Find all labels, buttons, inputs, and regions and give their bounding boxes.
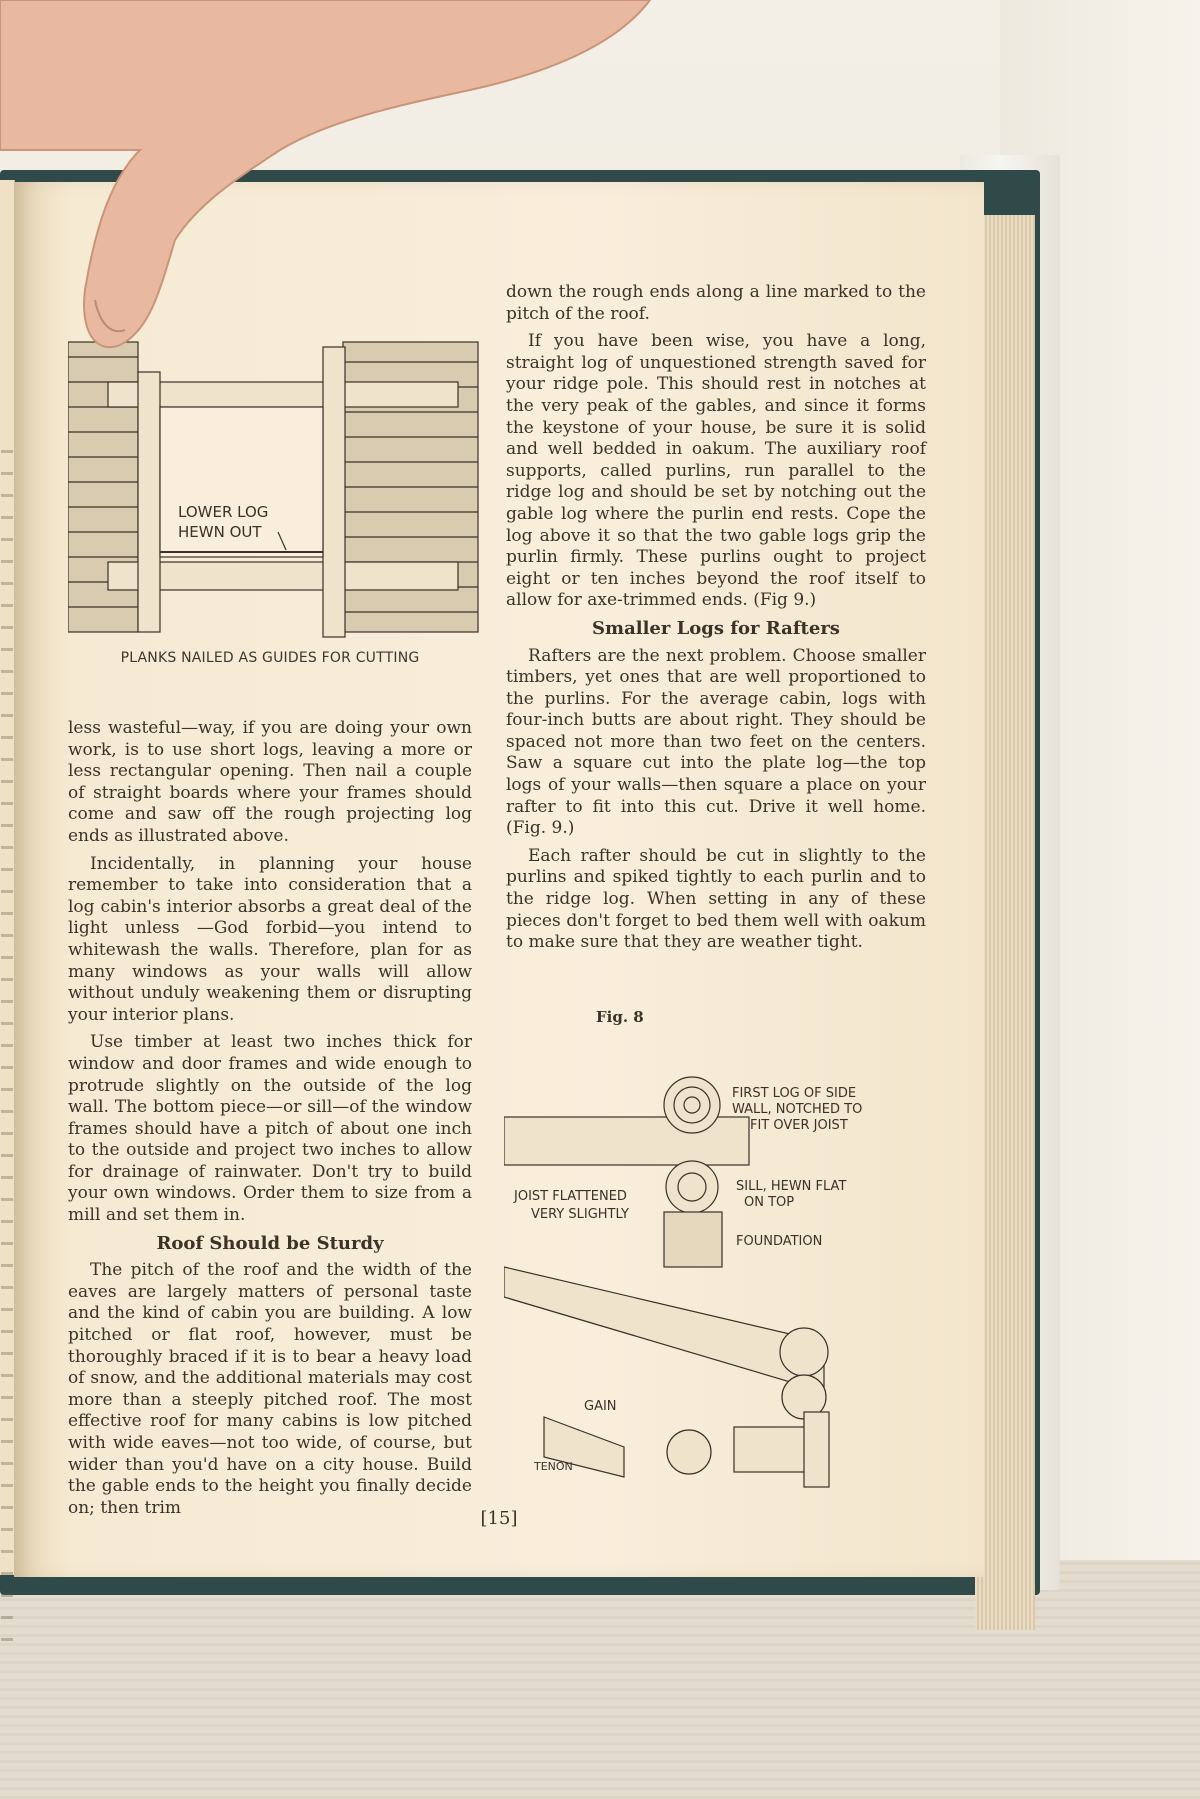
page-edges	[975, 215, 1035, 1630]
book-page	[14, 182, 984, 1577]
paragraph: The pitch of the roof and the width of the eaves are largely matters of personal taste and the kind of cabin you are building. A low pitched or flat roof, however, must be thoroughly braced if it is to bear a heavy load of snow, and the additional materials may cost more than a steeply pitched roof. The most effective roof for many cabins is low pitched with wide eaves—not too wide, of course, but wider than you'd have on a city house. Build the gable ends to the height you finally decide on; then trim	[68, 1260, 472, 1518]
foundation-block	[664, 1212, 722, 1267]
log-end-1	[780, 1328, 828, 1376]
label-foundation: FOUNDATION	[736, 1234, 823, 1249]
sill-log-end	[666, 1161, 718, 1213]
joint-block	[734, 1427, 814, 1472]
first-log-end	[664, 1077, 720, 1133]
label-gain: GAIN	[584, 1399, 617, 1414]
paragraph: Each rafter should be cut in slightly to the purlins and spiked tightly to each purlin and to the ridge log. When setting in any of these pieces don't forget to bed them well with oakum to make sure that they are weather tight.	[506, 845, 926, 953]
right-frame-post	[323, 347, 345, 637]
left-page-text-fragments	[1, 450, 13, 1650]
label-joist-1: JOIST FLATTENED	[514, 1189, 627, 1204]
label-first-log-1: FIRST LOG OF SIDE	[732, 1086, 857, 1101]
left-page-edge	[0, 180, 15, 1575]
label-sill-2: ON TOP	[744, 1195, 795, 1210]
label-joist-2: VERY SLIGHTLY	[531, 1207, 629, 1222]
figure-8-label: Fig. 8	[596, 1008, 644, 1026]
gain-log-end	[667, 1430, 711, 1474]
paragraph: If you have been wise, you have a long, straight log of unquestioned strength saved for your ridge pole. This should rest in notches at the very peak of the gables, and since it forms the keystone of your house, be sure it is solid and well bedded in oakum. The auxiliary roof supports, called purlins, run parallel to the ridge log and should be set by notching out the gable log where the purlin end rests. Cope the log above it so that the two gable logs grip the purlin firmly. These purlins ought to project eight or ten inches beyond the roof itself to allow for axe-trimmed ends. (Fig 9.)	[506, 331, 926, 611]
paragraph: Use timber at least two inches thick for window and door frames and wide enough to protrude slightly on the outside of the log wall. The bottom piece—or sill—of the window frames should have a pitch of about one inch to the outside and project two inches to allow for drainage of rainwater. Don't try to build your own windows. Order them to size from a mill and set them in.	[68, 1032, 472, 1226]
label-hewn-out: HEWN OUT	[178, 523, 262, 541]
label-first-log-3: FIT OVER JOIST	[750, 1118, 848, 1133]
figure-caption: PLANKS NAILED AS GUIDES FOR CUTTING	[120, 650, 420, 666]
label-tenon: TENON	[534, 1460, 573, 1473]
log-joist-illustration	[504, 997, 924, 1502]
label-lower-log: LOWER LOG	[178, 503, 269, 521]
paragraph: down the rough ends along a line marked to the pitch of the roof.	[506, 282, 926, 324]
left-column	[68, 718, 472, 1525]
label-first-log-2: WALL, NOTCHED TO	[732, 1102, 863, 1117]
left-frame-post	[138, 372, 160, 632]
paragraph: Rafters are the next problem. Choose smaller timbers, yet ones that are well proportioned to the purlins. For the average cabin, logs with four-inch butts are about right. They should be spaced not more than two feet on the centers. Saw a square cut into the plate log—the top logs of your walls—then square a place on your rafter to fit into this cut. Drive it well home. (Fig. 9.)	[506, 645, 926, 839]
section-heading: Roof Should be Sturdy	[156, 1232, 384, 1254]
log-corner	[504, 1267, 824, 1392]
paragraph: Incidentally, in planning your house remember to take into consideration that a log cabin's interior absorbs a great deal of the light unless —God forbid—you intend to whitewash the walls. Therefore, plan for as many windows as your walls will allow without unduly weakening them or disrupting your interior plans.	[68, 853, 472, 1025]
right-column	[506, 282, 926, 960]
label-sill-1: SILL, HEWN FLAT	[736, 1179, 847, 1194]
page-number: [15]	[480, 1508, 518, 1529]
paragraph: less wasteful—way, if you are doing your own work, is to use short logs, leaving a more or less rectangular opening. Then nail a couple of straight boards where your frames should come and saw off the rough projecting log ends as illustrated above.	[68, 718, 472, 846]
hand-holding-page	[0, 0, 700, 360]
section-heading: Smaller Logs for Rafters	[592, 617, 840, 639]
